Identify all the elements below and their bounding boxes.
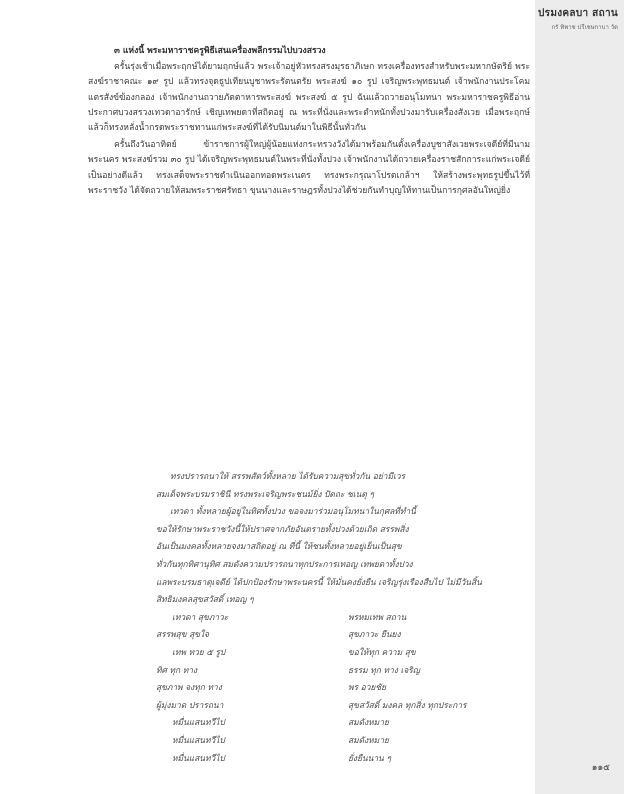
verse-left: เทวดา สุขภาวะ: [172, 611, 229, 622]
verse-block: [88, 468, 530, 767]
verse-left: หมื่นแสนทวีไป: [172, 734, 225, 745]
sidebar-band: [535, 0, 624, 794]
verse-line: ทรงปรารถนาให้ สรรพสัตว์ทั้งหลาย ได้รับความสุขทั่วกัน อย่ามีเวร: [170, 471, 406, 481]
page-number: ๑๑๕: [591, 763, 610, 773]
verse-line: สิทธิมงคลสุขสวัสดิ์ เทอญ ๆ: [156, 594, 254, 605]
section-heading: ๓ แห่งนี้ พระมหาราชครูพิธีเสนเครื่องพลีกรรมไปบวงสรวง: [114, 46, 326, 56]
verse-right: พรหมเทพ สถาน: [348, 611, 407, 622]
main-text: [88, 44, 530, 201]
verse-line: อันเป็นมงคลทั้งหลายจงมาสถิตอยู่ ณ ที่นี้ ให้ชนทั้งหลายอยู่เย็นเป็นสุข: [156, 541, 402, 552]
running-header: [538, 6, 618, 32]
verse-right: สุขสวัสดิ์ มงคล ทุกสิ่ง ทุกประการ: [348, 699, 467, 710]
verse-right: สุขภาวะ ยืนยง: [348, 629, 401, 640]
verse-line: ขอให้รักษาพระราชวังนี้ให้ปราศจากภัยอันตรายทั้งปวงด้วยเถิด สรรพสิ่ง: [156, 523, 409, 534]
verse-right: ยั่งยืนนาน ๆ: [348, 752, 391, 763]
verse-columns: [156, 609, 530, 767]
running-header-subtitle: กรั ทิพาช ปรีเชษกาบา วัด: [551, 24, 618, 31]
running-header-title: ปรมงคลบา สถาน: [538, 8, 618, 19]
paragraph: ครั้นรุ่งเช้าเมื่อพระฤกษ์ได้ยามฤกษ์แล้ว พระเจ้าอยู่หัวทรงสรงมุรธาภิเษก ทรงเครื่องทรงสำหรับพระมหากษัตริย์ พระสงฆ์ราชาคณะ ๑๙ รูป แล้วทรงจุดธูปเทียนบูชาพระรัตนตรัย พระสงฆ์ ๑๐ รูป เจริญพระพุทธมนต์ เจ้าพนักงานประโคมแตรสังข์ฆ้องกลอง เจ้าพนักงานถวายภัตตาหารพระสงฆ์ พระสงฆ์ ๕ รูป ฉันแล้วถวายอนุโมทนา พระมหาราชครูพิธีอ่านประกาศบวงสรวงเทวดาอารักษ์ เชิญเทพยดาที่สถิตอยู่ ณ พระที่นั่งและพระตำหนักทั้งปวงมารับเครื่องสังเวย เมื่อพระฤกษ์แล้วก็ทรงหลั่งน้ำกรดพระราชทานแก่พระสงฆ์ที่ได้รับนิมนต์มาในพิธีนั้นทั่วกัน: [88, 62, 530, 134]
verse-left: หมื่นแสนทวีไป: [172, 717, 225, 728]
verse-left: หมื่นแสนทวีไป: [172, 752, 225, 763]
verse-left: เทพ ทวย ๕ รูป: [172, 646, 226, 657]
verse-right: สมดังหมาย: [348, 734, 389, 745]
verse-right: พร อวยชัย: [348, 682, 386, 693]
verse-right: ธรรม ทุก ทาง เจริญ: [348, 664, 420, 675]
verse-right: สมดังหมาย: [348, 717, 389, 728]
verse-left: สรรพสุข สุขใจ: [156, 629, 209, 640]
verse-left: ผู้มุ่งมาด ปรารถนา: [156, 699, 224, 710]
verse-line: สมเด็จพระบรมราชินี ทรงพระเจริญพระชนม์ยิ่ง ปัตถะ ชเนตุ ๆ: [156, 488, 374, 499]
verse-line: ทั่วกันทุกทิศานุทิศ สมดังความปรารถนาทุกประการเทอญ เทพยดาทั้งปวง: [156, 558, 413, 569]
paragraph: ครั้นถึงวันอาทิตย์ ข้าราชการผู้ใหญ่ผู้น้อยแห่งกระทรวงวังได้มาพร้อมกันตั้งเครื่องบูชาสังเวยพระเจดีย์ที่มีนามพระนคร พระสงฆ์รวม ๓๐ รูป ได้เจริญพระพุทธมนต์ในพระที่นั่งทั้งปวง เจ้าพนักงานได้ถวายเครื่องราชสักการะแก่พระเจดีย์เป็นอย่างดีแล้ว ทรงเสด็จพระราชดำเนินออกทอดพระเนตร ทรงพระกรุณาโปรดเกล้าฯ ให้สร้างพระพุทธรูปขึ้นไว้ที่พระราชวัง ได้จัดถวายให้สมพระราชศรัทธา ขุนนางและราษฎรทั้งปวงได้ช่วยกันทำบุญให้ทานเป็นการกุศลอันใหญ่ยิ่ง: [88, 140, 530, 196]
verse-line: เทวดา ทั้งหลายผู้อยู่ในทิศทั้งปวง ขอจงมาร่วมอนุโมทนาในกุศลที่ทำนี้: [170, 506, 416, 517]
verse-line: แลพระบรมธาตุเจดีย์ ได้ปกป้องรักษาพระนครนี้ ให้มั่นคงยั่งยืน เจริญรุ่งเรืองสืบไป ไม่มีวันสิ้น: [156, 576, 482, 587]
verse-left: สุขภาพ จงทุก ทาง: [156, 682, 222, 693]
verse-right: ขอให้ทุก ความ สุข: [348, 646, 416, 657]
verse-left: ทิศ ทุก ทาง: [156, 664, 198, 675]
